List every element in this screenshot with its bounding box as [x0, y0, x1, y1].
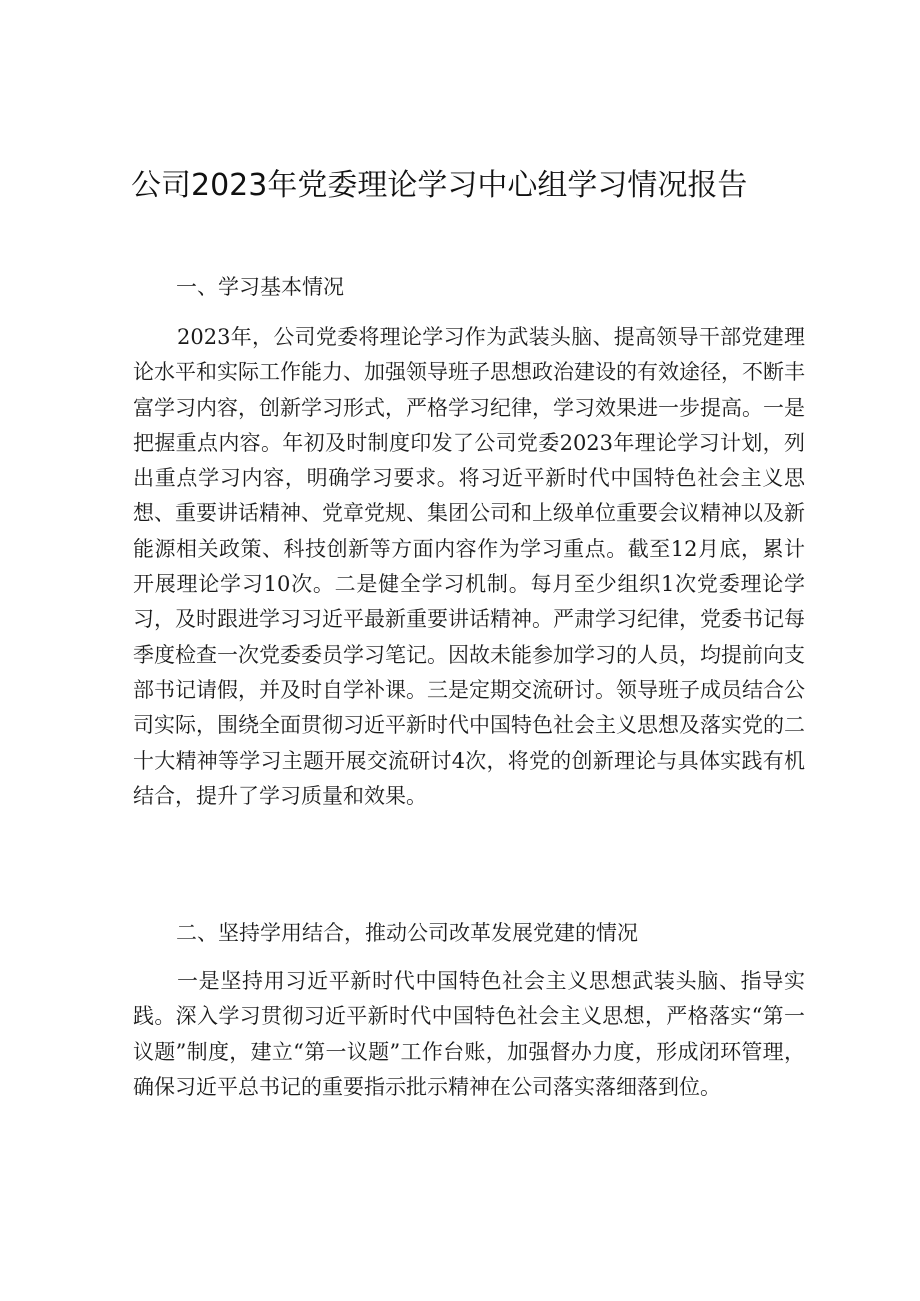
document-title: 公司2023年党委理论学习中心组学习情况报告 [131, 168, 748, 203]
section-paragraph-study-and-application: 一是坚持用习近平新时代中国特色社会主义思想武装头脑、指导实践。深入学习贯彻习近平新时代中国特色社会主义思想，严格落实“第一议题”制度，建立“第一议题”工作台账，加强督办力度，形成闭环管理，确保习近平总书记的重要指示批示精神在公司落实落细落到位。 [133, 969, 805, 1099]
section-heading-study-and-application: 二、坚持学用结合，推动公司改革发展党建的情况 [176, 921, 638, 945]
section-paragraph-basic-situation: 2023年，公司党委将理论学习作为武装头脑、提高领导干部党建理论水平和实际工作能力、加强领导班子思想政治建设的有效途径，不断丰富学习内容，创新学习形式，严格学习纪律，学习效果进一步提高。一是把握重点内容。年初及时制度印发了公司党委2023年理论学习计划，列出重点学习内容，明确学习要求。将习近平新时代中国特色社会主义思想、重要讲话精神、党章党规、集团公司和上级单位重要会议精神以及新能源相关政策、科技创新等方面内容作为学习重点。截至12月底，累计开展理论学习10次。二是健全学习机制。每月至少组织1次党委理论学习，及时跟进学习习近平最新重要讲话精神。严肃学习纪律，党委书记每季度检查一次党委委员学习笔记。因故未能参加学习的人员，均提前向支部书记请假，并及时自学补课。三是定期交流研讨。领导班子成员结合公司实际，围绕全面贯彻习近平新时代中国特色社会主义思想及落实党的二十大精神等学习主题开展交流研讨4次，将党的创新理论与具体实践有机结合，提升了学习质量和效果。 [133, 325, 805, 808]
section-heading-basic-situation: 一、学习基本情况 [176, 275, 344, 299]
